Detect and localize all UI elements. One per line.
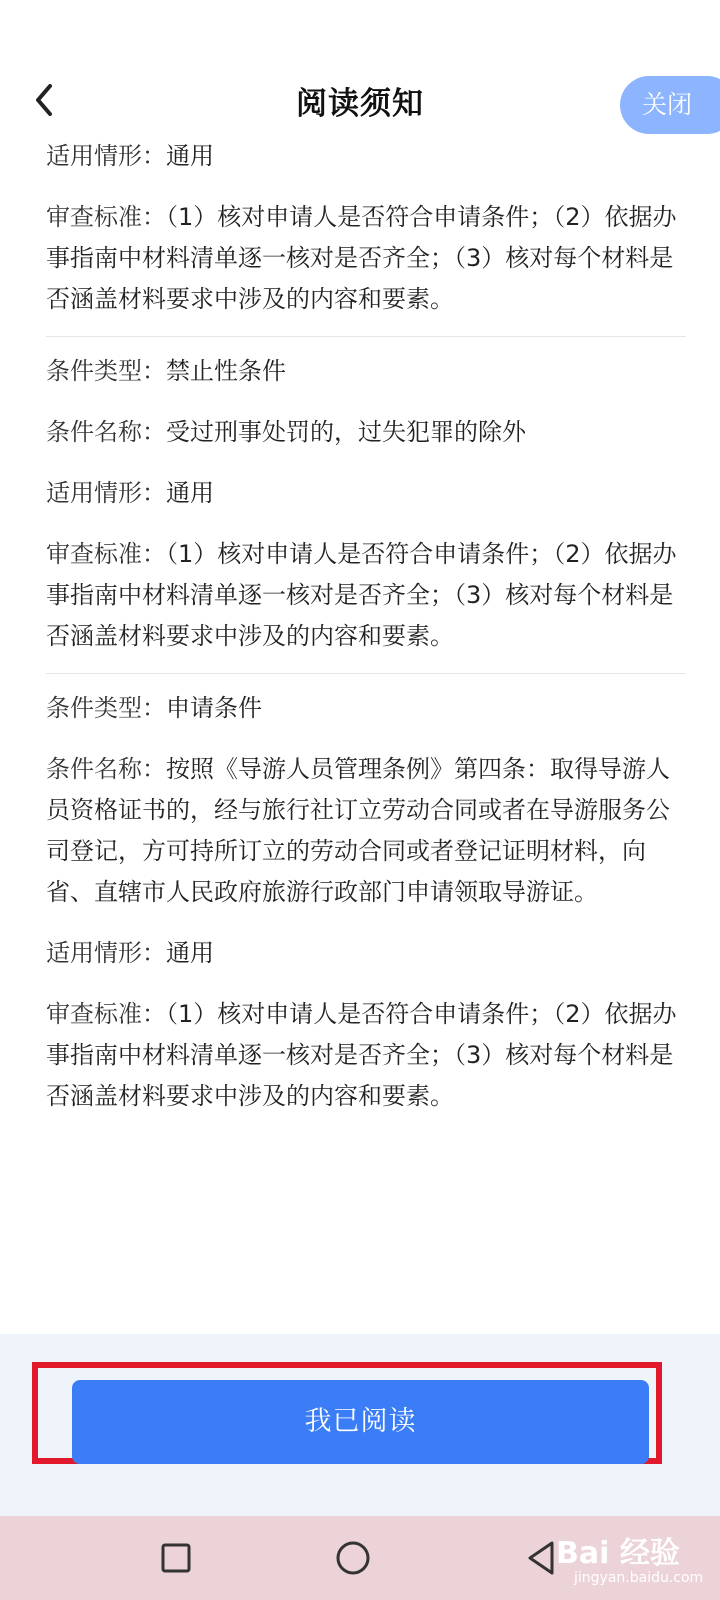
condition-block-0: [46, 136, 686, 337]
row-label: 适用情形：: [46, 479, 166, 507]
nav-home-button[interactable]: [329, 1534, 377, 1582]
notice-row: [46, 749, 686, 913]
confirm-read-button[interactable]: 我已阅读: [72, 1380, 649, 1464]
row-value: 通用: [166, 479, 214, 507]
system-navigation-bar: [0, 1516, 720, 1600]
circle-icon: [329, 1534, 377, 1582]
row-value: 禁止性条件: [166, 357, 286, 385]
notice-row: [46, 994, 686, 1117]
notice-row: [46, 351, 686, 392]
row-value: 通用: [166, 939, 214, 967]
row-value: （1）核对申请人是否符合申请条件；（2）依据办事指南中材料清单逐一核对是否齐全；（3）核对每个材料是否涵盖材料要求中涉及的内容和要素。: [46, 1000, 677, 1110]
notice-content: [46, 136, 686, 1147]
notice-row: [46, 136, 686, 177]
condition-block-2: [46, 688, 686, 1133]
row-value: （1）核对申请人是否符合申请条件；（2）依据办事指南中材料清单逐一核对是否齐全；（3）核对每个材料是否涵盖材料要求中涉及的内容和要素。: [46, 540, 677, 650]
row-label: 审查标准：: [46, 540, 166, 568]
notice-row: [46, 933, 686, 974]
row-label: 条件名称：: [46, 755, 166, 783]
footer-bar: [0, 1334, 720, 1516]
row-value: 受过刑事处罚的，过失犯罪的除外: [166, 418, 526, 446]
row-label: 条件名称：: [46, 418, 166, 446]
row-label: 适用情形：: [46, 142, 166, 170]
row-value: （1）核对申请人是否符合申请条件；（2）依据办事指南中材料清单逐一核对是否齐全；（3）核对每个材料是否涵盖材料要求中涉及的内容和要素。: [46, 203, 677, 313]
watermark-brand: Bai 经验: [556, 1536, 680, 1571]
close-button[interactable]: 关闭: [620, 76, 720, 134]
notice-row: [46, 534, 686, 657]
page-title: 阅读须知: [296, 86, 424, 122]
row-label: 条件类型：: [46, 357, 166, 385]
condition-block-1: [46, 351, 686, 674]
nav-recent-button[interactable]: [152, 1534, 200, 1582]
app-header: [0, 60, 720, 140]
watermark-logo: [556, 1526, 706, 1594]
square-icon: [152, 1534, 200, 1582]
notice-row: [46, 197, 686, 320]
row-value: 按照《导游人员管理条例》第四条：取得导游人员资格证书的，经与旅行社订立劳动合同或者在导游服务公司登记，方可持所订立的劳动合同或者登记证明材料，向省、直辖市人民政府旅游行政部门申请领取导游证。: [46, 755, 670, 906]
row-label: 审查标准：: [46, 1000, 166, 1028]
notice-row: [46, 473, 686, 514]
row-value: 通用: [166, 142, 214, 170]
notice-row: [46, 688, 686, 729]
watermark-url: jingyan.baidu.com: [574, 1570, 704, 1586]
notice-row: [46, 412, 686, 453]
row-label: 适用情形：: [46, 939, 166, 967]
row-value: 申请条件: [166, 694, 262, 722]
row-label: 审查标准：: [46, 203, 166, 231]
row-label: 条件类型：: [46, 694, 166, 722]
